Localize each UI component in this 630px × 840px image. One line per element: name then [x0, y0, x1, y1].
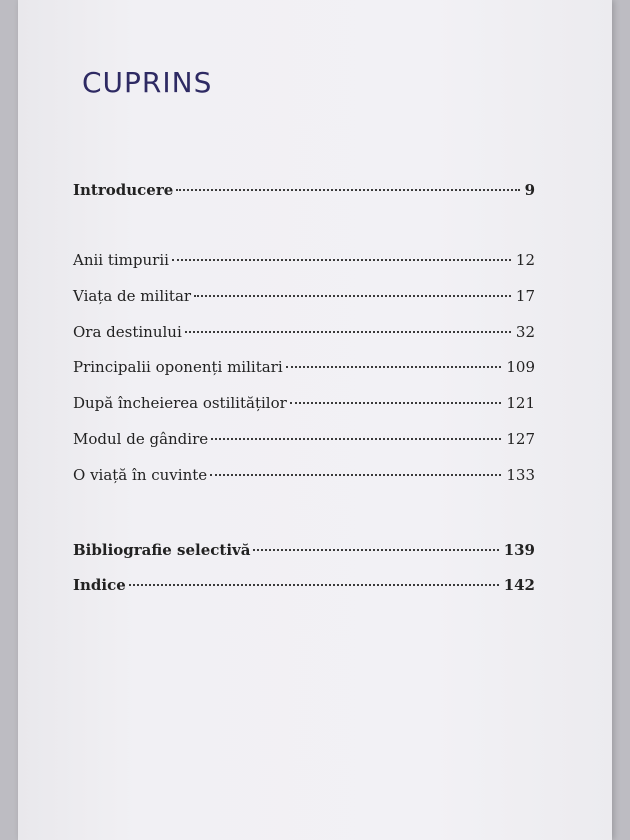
toc-entry-viata-de-militar[interactable]: [73, 287, 535, 311]
dot-leader: [194, 295, 511, 297]
dot-leader: [176, 189, 519, 191]
toc-entry-title: Viața de militar: [73, 287, 192, 305]
toc-entry-page: 142: [503, 576, 535, 594]
toc-entry-dupa-incheierea[interactable]: [73, 394, 535, 418]
toc-entry-page: 12: [515, 251, 535, 269]
toc-entry-page: 109: [506, 358, 535, 376]
toc-entry-page: 17: [515, 287, 535, 305]
toc-entry-o-viata-in-cuvinte[interactable]: [73, 466, 535, 490]
toc-entry-introducere[interactable]: [73, 181, 535, 205]
toc-entry-modul-de-gandire[interactable]: [73, 430, 535, 454]
toc-entry-title: Principalii oponenți militari: [73, 358, 283, 376]
toc-entry-anii-timpurii[interactable]: [73, 251, 535, 275]
toc-entry-page: 127: [506, 430, 535, 448]
toc-entry-title: Ora destinului: [73, 323, 182, 341]
page-title: CUPRINS: [82, 66, 213, 99]
toc-entry-indice[interactable]: [73, 576, 535, 600]
dot-leader: [185, 331, 511, 333]
toc-entry-title: Bibliografie selectivă: [73, 541, 251, 559]
dot-leader: [253, 549, 498, 551]
toc-entry-title: După încheierea ostilităților: [73, 394, 287, 412]
dot-leader: [172, 259, 511, 261]
toc-entry-bibliografie[interactable]: [73, 541, 535, 565]
dot-leader: [129, 584, 499, 586]
dot-leader: [290, 402, 502, 404]
toc-entry-title: Anii timpurii: [73, 251, 169, 269]
toc-entry-title: O viață în cuvinte: [73, 466, 208, 484]
toc-entry-page: 32: [515, 323, 535, 341]
toc-entry-page: 133: [506, 466, 535, 484]
toc-entry-title: Modul de gândire: [73, 430, 209, 448]
toc-entry-title: Introducere: [73, 181, 174, 199]
book-page: [18, 0, 612, 840]
toc-entry-principalii-oponenti[interactable]: [73, 358, 535, 382]
toc-entry-ora-destinului[interactable]: [73, 323, 535, 347]
dot-leader: [210, 474, 501, 476]
toc-entry-page: 9: [524, 181, 535, 199]
toc-entry-page: 121: [506, 394, 535, 412]
toc-entry-title: Indice: [73, 576, 126, 594]
toc-entry-page: 139: [503, 541, 535, 559]
dot-leader: [286, 366, 502, 368]
dot-leader: [211, 438, 501, 440]
